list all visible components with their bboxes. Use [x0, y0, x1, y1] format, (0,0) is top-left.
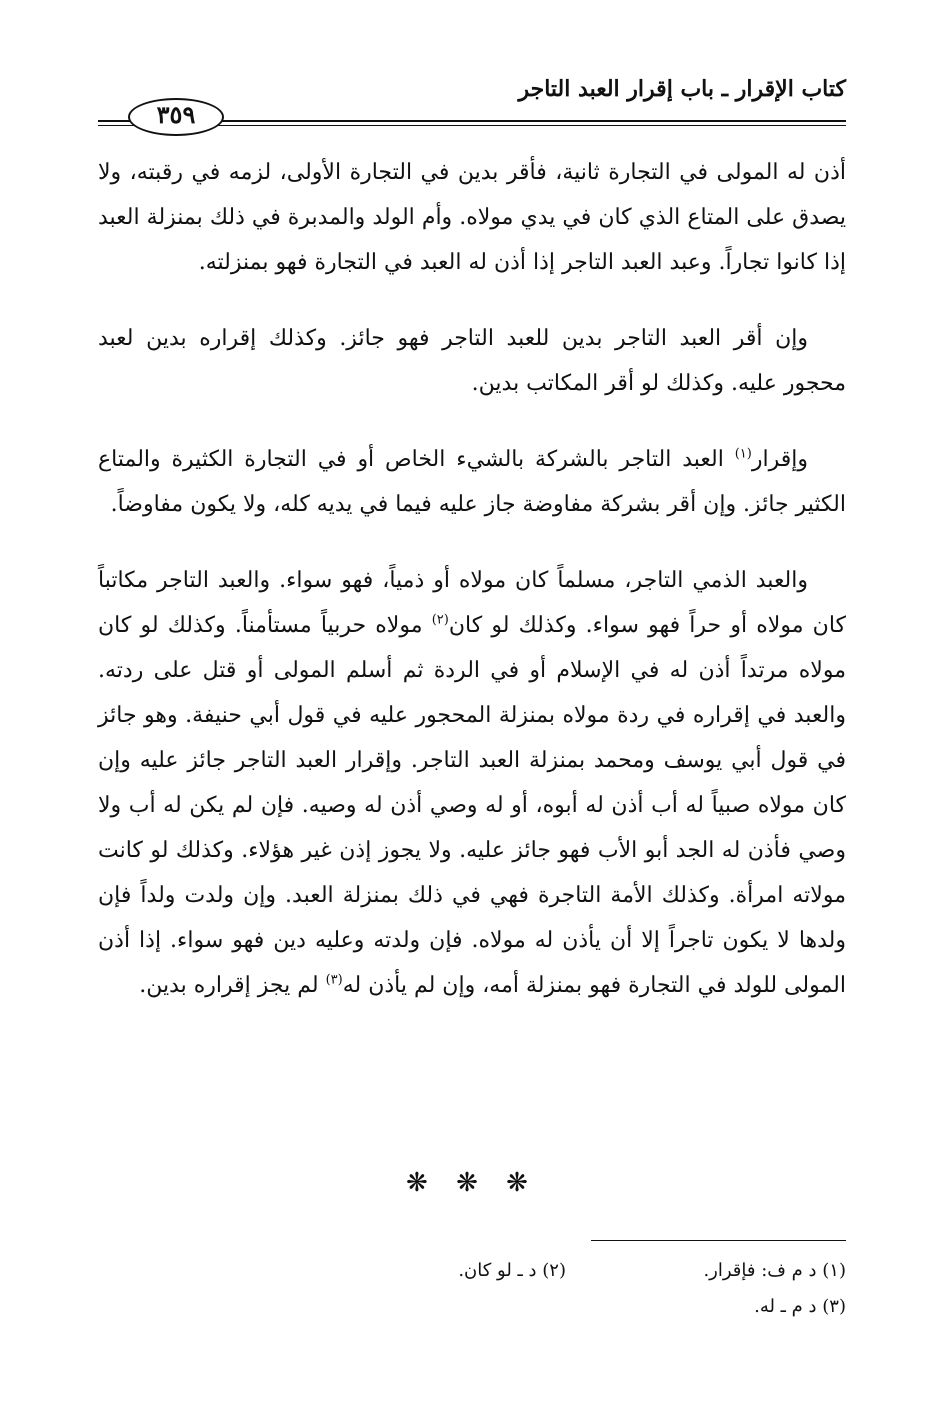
footnote-ref-3[interactable]: (٣)	[325, 972, 343, 988]
paragraph-1: أذن له المولى في التجارة ثانية، فأقر بدين في التجارة الأولى، لزمه في رقبته، ولا يصدق على المتاع الذي كان في يدي مولاه. وأم الولد والمدبرة في ذلك بمنزلة العبد إذا كانوا تجاراً. وعبد العبد التاجر إذا أذن له العبد في التجارة فهو بمنزلته.	[98, 160, 846, 275]
running-header	[98, 76, 846, 136]
paragraph-3	[98, 437, 846, 527]
page-number: ٣٥٩	[156, 100, 196, 129]
paragraph-3-start: وإقرار	[751, 447, 808, 472]
paragraph-3-rest: العبد التاجر بالشركة بالشيء الخاص أو في التجارة الكثيرة والمتاع الكثير جائز. وإن أقر بشركة مفاوضة جاز عليه فيما في يديه كله، ولا يكون مفاوضاً.	[98, 447, 846, 517]
footnote-row	[286, 1253, 846, 1289]
page-number-badge	[98, 98, 238, 138]
chapter-title: كتاب الإقرار ـ باب إقرار العبد التاجر	[518, 76, 846, 102]
paragraph-4-middle: مولاه حربياً مستأمناً. وكذلك لو كان مولاه مرتداً أذن له في الإسلام أو في الردة ثم أسلم المولى أو قتل على ردته. والعبد في إقراره في ردة مولاه بمنزلة المحجور عليه في قول أبي حنيفة. وهو جائز في قول أبي يوسف ومحمد بمنزلة العبد التاجر. وإقرار العبد التاجر جائز عليه وإن كان مولاه صبياً له أب أذن له أبوه، أو له وصي أذن له وصيه. فإن لم يكن له أب ولا وصي فأذن له الجد أبو الأب فهو جائز عليه. ولا يجوز إذن غير هؤلاء. وكذلك لو كانت مولاته امرأة. وكذلك الأمة التاجرة فهي في ذلك بمنزلة العبد. وإن ولدت ولداً فإن ولدها لا يكون تاجراً إلا أن يأذن له مولاه. فإن ولدته وعليه دين فهو سواء. إذا أذن المولى للولد في التجارة فهو بمنزلة أمه، وإن لم يأذن له	[98, 613, 846, 998]
footnotes	[286, 1253, 846, 1325]
section-separator: ❋ ❋ ❋	[406, 1168, 538, 1198]
main-text	[98, 150, 846, 1039]
footnote-ref-1[interactable]: (١)	[734, 446, 752, 462]
footnote-1: (١) د م ف: فإقرار.	[703, 1260, 846, 1281]
paragraph-4-start: والعبد الذمي التاجر، مسلماً كان مولاه أو ذمياً، فهو سواء. والعبد التاجر مكاتباً كان مولاه أو حراً فهو سواء. وكذلك لو كان	[98, 568, 846, 638]
paragraph-2: وإن أقر العبد التاجر بدين للعبد التاجر فهو جائز. وكذلك إقراره بدين لعبد محجور عليه. وكذلك لو أقر المكاتب بدين.	[98, 326, 846, 396]
footnote-3: (٣) د م ـ له.	[754, 1296, 846, 1317]
paragraph-4-end: لم يجز إقراره بدين.	[139, 973, 326, 998]
footnote-2: (٢) د ـ لو كان.	[458, 1260, 566, 1281]
footnote-rule	[591, 1240, 846, 1241]
paragraph-4	[98, 558, 846, 1008]
footnote-ref-2[interactable]: (٢)	[431, 612, 449, 628]
footnote-row	[286, 1289, 846, 1325]
